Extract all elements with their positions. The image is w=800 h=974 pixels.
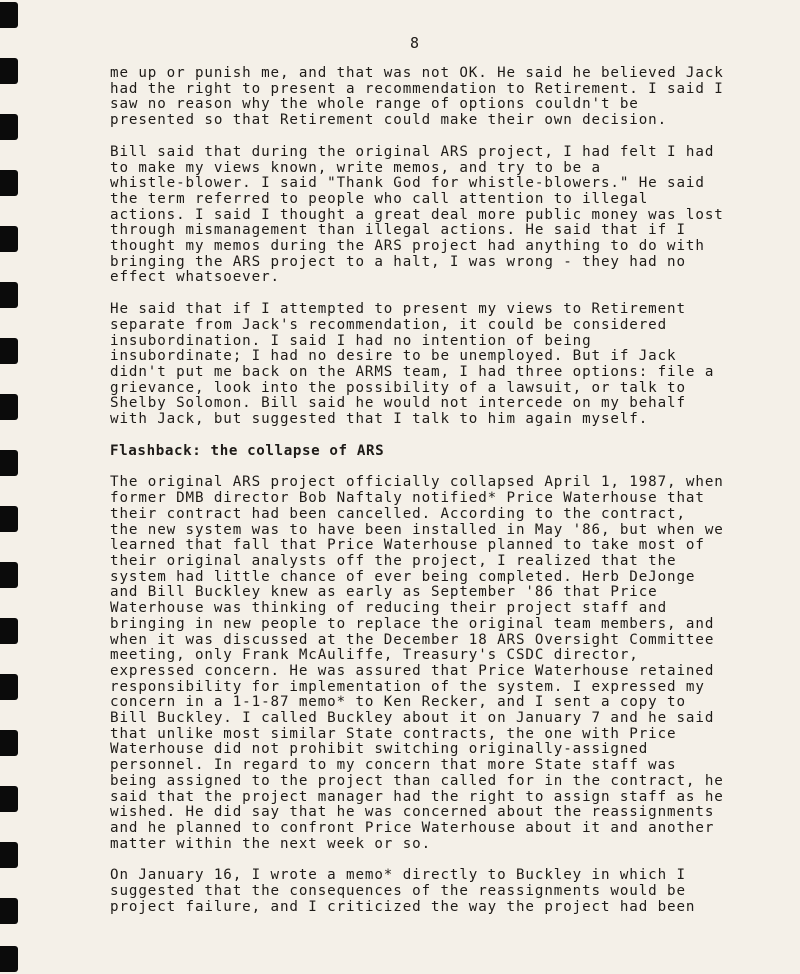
paragraph: Bill said that during the original ARS project, I had felt I had to make my views known, write memos, and try to be a whistle-blower. I said "Thank God for whistle-blowers." He said the term referred to people who call attention to illegal actions. I said I thought a great deal more public money was lost through mismanagement than illegal actions. He said that if I thought my memos during the ARS project had anything to do with bringing the ARS project to a halt, I was wrong - they had no effect whatsoever. bbox=[110, 143, 724, 286]
binding-hole bbox=[0, 562, 18, 588]
binding-hole bbox=[0, 898, 18, 924]
spiral-binding bbox=[0, 0, 22, 974]
binding-hole bbox=[0, 2, 18, 28]
binding-hole bbox=[0, 450, 18, 476]
binding-hole bbox=[0, 338, 18, 364]
section-heading: Flashback: the collapse of ARS bbox=[110, 442, 385, 459]
paragraph: The original ARS project officially collapsed April 1, 1987, when former DMB director Bob Naftaly notified* Price Waterhouse that their contract had been cancelled. According to the contract, the new system was to have been installed in May '86, but when we learned that fall that Price Waterhouse planned to take most of their original analysts off the project, I realized that the system had little chance of ever being completed. Herb DeJonge and Bill Buckley knew as early as September '86 that Price Waterhouse was thinking of reducing their project staff and bringing in new people to replace the original team members, and when it was discussed at the December 18 ARS Oversight Committee meeting, only Frank McAuliffe, Treasury's CSDC director, expressed concern. He was assured that Price Waterhouse retained responsibility for implementation of the system. I expressed my concern in a 1-1-87 memo* to Ken Recker, and I sent a copy to Bill Buckley. I called Buckley about it on January 7 and he said that unlike most similar State contracts, the one with Price Waterhouse did not prohibit switching originally-assigned personnel. In regard to my concern that more State staff was being assigned to the project than called for in the contract, he said that the project manager had the right to assign staff as he wished. He did say that he was concerned about the reassignments and he planned to confront Price Waterhouse about it and another matter within the next week or so. bbox=[110, 474, 724, 852]
paragraph: On January 16, I wrote a memo* directly to Buckley in which I suggested that the consequences of the reassignments would be project failure, and I criticized the way the project had been bbox=[110, 867, 696, 915]
binding-hole bbox=[0, 786, 18, 812]
binding-hole bbox=[0, 58, 18, 84]
paragraph: He said that if I attempted to present my views to Retirement separate from Jack's recommendation, it could be considered insubordination. I said I had no intention of being insubordinate; I had no desire to be unemployed. But if Jack didn't put me back on the ARMS team, I had three options: file a grievance, look into the possibility of a lawsuit, or talk to Shelby Solomon. Bill said he would not intercede on my behalf with Jack, but suggested that I talk to him again myself. bbox=[110, 301, 715, 428]
binding-hole bbox=[0, 506, 18, 532]
binding-hole bbox=[0, 946, 18, 972]
binding-hole bbox=[0, 282, 18, 308]
binding-hole bbox=[0, 674, 18, 700]
binding-hole bbox=[0, 842, 18, 868]
binding-hole bbox=[0, 226, 18, 252]
binding-hole bbox=[0, 394, 18, 420]
paragraph: me up or punish me, and that was not OK. He said he believed Jack had the right to present a recommendation to Retirement. I said I saw no reason why the whole range of options couldn't be presented so that Retirement could make their own decision. bbox=[110, 65, 724, 129]
binding-hole bbox=[0, 114, 18, 140]
document-body bbox=[110, 66, 750, 931]
binding-hole bbox=[0, 618, 18, 644]
binding-hole bbox=[0, 730, 18, 756]
page-number: 8 bbox=[410, 34, 421, 52]
binding-hole bbox=[0, 170, 18, 196]
